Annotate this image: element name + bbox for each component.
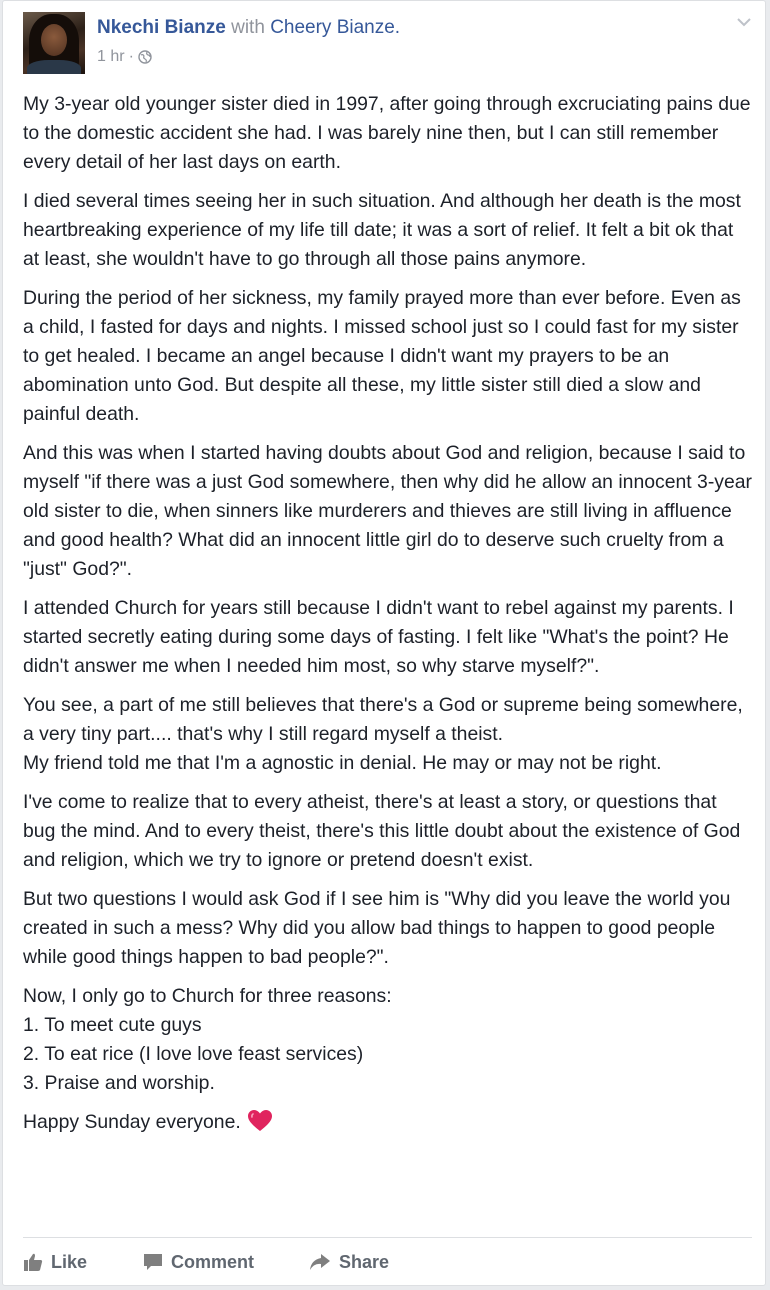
post-body	[23, 90, 753, 1147]
post-paragraph: I attended Church for years still because I didn't want to rebel against my parents. I started secretly eating during some days of fasting. I felt like "What's the point? He didn't answer me when I needed him most, so why starve myself?".	[23, 597, 734, 677]
post-paragraph: You see, a part of me still believes that there's a God or supreme being somewhere, a very tiny part.... that's why I still regard myself a theist. My friend told me that I'm a agnostic in denial. He may or may not be right.	[23, 694, 743, 774]
closing-line	[23, 1108, 753, 1137]
comment-label: Comment	[171, 1251, 255, 1272]
share-icon	[309, 1252, 331, 1272]
post-paragraph: I died several times seeing her in such situation. And although her death is the most heartbreaking experience of my life till date; it was a sort of relief. It felt a bit ok that at least, she wouldn't have to go through all those pains anymore.	[23, 190, 741, 270]
post-paragraph: My 3-year old younger sister died in 1997, after going through excruciating pains due to the domestic accident she had. I was barely nine then, but I can still remember every detail of her last days on earth.	[23, 93, 751, 173]
post-paragraph: Now, I only go to Church for three reasons: 1. To meet cute guys 2. To eat rice (I love love feast services) 3. Praise and worship.	[23, 985, 392, 1094]
share-label: Share	[339, 1251, 390, 1272]
chevron-down-icon[interactable]	[735, 15, 753, 29]
share-button[interactable]	[309, 1252, 389, 1273]
post-header	[97, 16, 400, 40]
action-divider	[23, 1237, 752, 1238]
with-text: with	[231, 17, 265, 38]
timestamp[interactable]: 1 hr	[97, 48, 125, 65]
meta-separator: ·	[128, 48, 134, 65]
like-button[interactable]	[23, 1252, 143, 1273]
author-name[interactable]: Nkechi Bianze	[97, 17, 226, 38]
action-bar	[23, 1249, 389, 1275]
avatar[interactable]	[23, 12, 85, 74]
post-paragraph: During the period of her sickness, my family prayed more than ever before. Even as a child, I fasted for days and nights. I missed school just so I could fast for my sister to get healed. I became an angel because I didn't want my prayers to be an abomination unto God. But despite all these, my little sister still died a slow and painful death.	[23, 287, 741, 425]
heart-icon	[247, 1109, 273, 1133]
post-paragraph: And this was when I started having doubts about God and religion, because I said to myself "if there was a just God somewhere, then why did he allow an innocent 3-year old sister to die, when sinners like murderers and thieves are still living in affluence and good health? What did an innocent little girl do to deserve such cruelty from a "just" God?".	[23, 442, 753, 580]
closing-text: Happy Sunday everyone.	[23, 1111, 241, 1133]
post-meta	[97, 47, 152, 67]
comment-icon	[143, 1252, 163, 1272]
post-paragraph: But two questions I would ask God if I see him is "Why did you leave the world you created in such a mess? Why did you allow bad things to happen to good people while good things happen to bad people?".	[23, 888, 731, 968]
post-paragraph: I've come to realize that to every atheist, there's at least a story, or questions that bug the mind. And to every theist, there's this little doubt about the existence of God and religion, which we try to ignore or pretend doesn't exist.	[23, 791, 741, 871]
post-card	[2, 0, 766, 1286]
comment-button[interactable]	[143, 1252, 309, 1273]
thumbs-up-icon	[23, 1252, 43, 1272]
like-label: Like	[51, 1251, 88, 1272]
globe-icon[interactable]	[138, 50, 152, 64]
tagged-friend[interactable]: Cheery Bianze.	[270, 17, 401, 38]
